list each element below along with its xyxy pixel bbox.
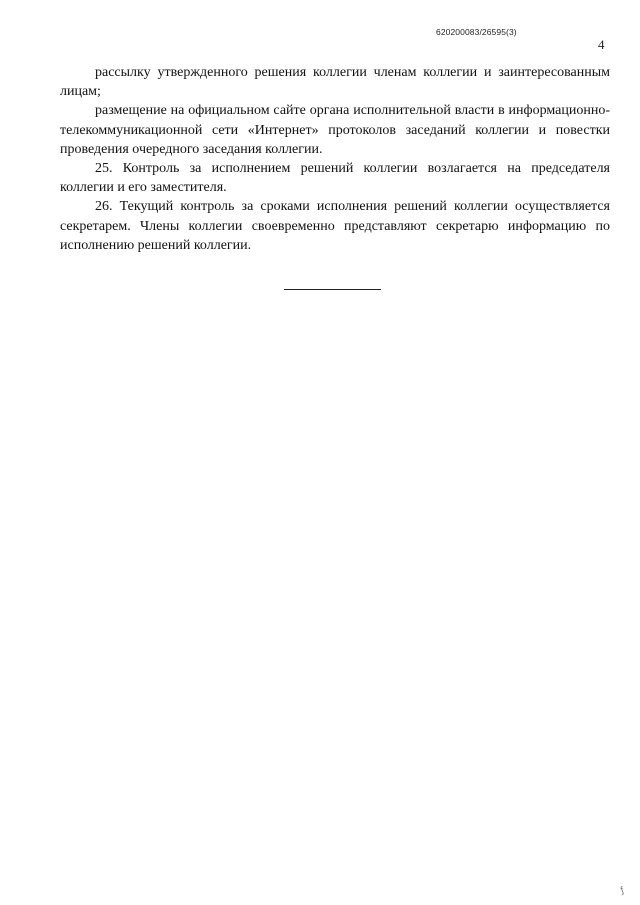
paragraph-25-control: 25. Контроль за исполнением решений коллегии возлагается на председателя коллегии и его заместителя.	[60, 161, 610, 196]
document-code: 620200083/26595(3)	[436, 27, 517, 37]
page-number: 4	[598, 37, 605, 52]
paragraph-26-current-control: 26. Текущий контроль за сроками исполнения решений коллегии осуществляется секретарем. Члены коллегии своевременно представляют секретарю информацию по исполнению решений коллегии.	[60, 199, 610, 253]
end-divider	[284, 289, 381, 290]
paragraph-mailing: рассылку утвержденного решения коллегии членам коллегии и заинтересованным лицам;	[60, 65, 610, 100]
paragraph-website-publication: размещение на официальном сайте органа исполнительной власти в информационно-телекоммуникационной сети «Интернет» протоколов заседаний коллегии и повестки проведения очередного заседания коллегии.	[60, 103, 610, 157]
corner-scan-mark: ƒ	[619, 885, 626, 897]
document-body	[60, 63, 610, 255]
